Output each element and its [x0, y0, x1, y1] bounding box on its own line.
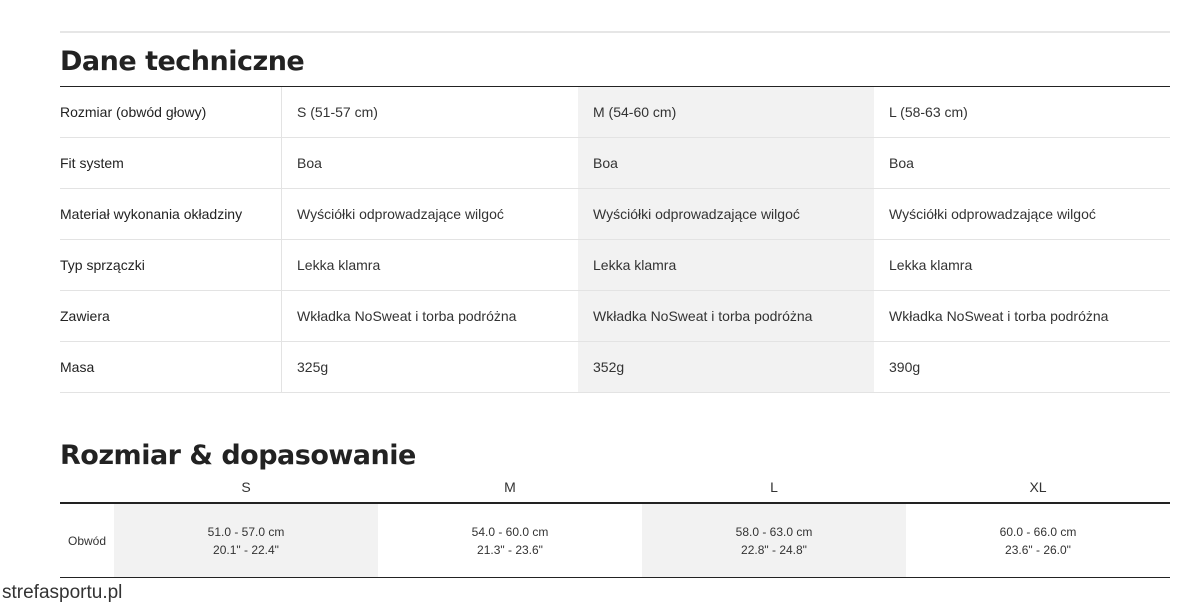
spec-label-text: Rozmiar (obwód głowy) [60, 104, 207, 120]
size-inch-value: 22.8" - 24.8" [741, 542, 807, 557]
top-divider [60, 31, 1170, 33]
size-inch-value: 21.3" - 23.6" [477, 542, 543, 557]
spec-value-l: Wkładka NoSweat i torba podróżna [889, 308, 1109, 324]
spec-label-text: Typ sprzączki [60, 257, 145, 273]
size-column-header: L [770, 479, 778, 495]
spec-value-m: Wkładka NoSweat i torba podróżna [578, 291, 874, 341]
size-cm-value: 51.0 - 57.0 cm [207, 524, 285, 539]
spec-label-text: Materiał wykonania okładziny [60, 206, 243, 222]
size-cell-m [378, 504, 642, 577]
size-inch-value: 20.1" - 22.4" [213, 542, 279, 557]
table-row [60, 240, 1170, 291]
size-cell-l [642, 504, 906, 577]
spec-label-text: Zawiera [60, 308, 110, 324]
spec-table [60, 86, 1170, 393]
size-cell-s [114, 504, 378, 577]
size-cm-value: 54.0 - 60.0 cm [471, 524, 549, 539]
spec-value-m: Lekka klamra [578, 240, 874, 290]
spec-value-m: M (54-60 cm) [578, 87, 874, 137]
table-row [60, 342, 1170, 393]
spec-value-m: Boa [578, 138, 874, 188]
table-row [60, 189, 1170, 240]
size-column-header: XL [1029, 479, 1047, 495]
spec-value-s: Wkładka NoSweat i torba podróżna [297, 308, 517, 324]
spec-value-s: Wyściółki odprowadzające wilgoć [297, 206, 504, 222]
spec-row-label [60, 138, 282, 188]
spec-value-m: Wyściółki odprowadzające wilgoć [578, 189, 874, 239]
table-row [60, 87, 1170, 138]
size-column-header: S [241, 479, 251, 495]
size-row-label: Obwód [67, 533, 107, 548]
spec-value-l: Boa [889, 155, 914, 171]
spec-value-l: Wyściółki odprowadzające wilgoć [889, 206, 1096, 222]
size-section-title: Rozmiar & dopasowanie [60, 440, 416, 471]
spec-row-label [60, 342, 282, 392]
spec-value-l: L (58-63 cm) [889, 104, 968, 120]
spec-value-l: 390g [889, 359, 921, 375]
size-cell-xl [906, 504, 1170, 577]
spec-value-s: Boa [297, 155, 322, 171]
table-row [60, 291, 1170, 342]
size-cm-value: 60.0 - 66.0 cm [999, 524, 1077, 539]
spec-row-label [60, 189, 282, 239]
table-row [60, 138, 1170, 189]
spec-value-s: Lekka klamra [297, 257, 381, 273]
spec-row-label [60, 87, 282, 137]
spec-row-label [60, 240, 282, 290]
size-column-header: M [504, 479, 516, 495]
size-bottom-divider [60, 577, 1170, 578]
spec-section-title: Dane techniczne [60, 46, 305, 77]
size-cm-value: 58.0 - 63.0 cm [735, 524, 813, 539]
spec-value-l: Lekka klamra [889, 257, 973, 273]
spec-value-s: S (51-57 cm) [297, 104, 378, 120]
size-table-row [60, 504, 1170, 577]
size-table-header [114, 478, 1171, 500]
watermark-text: strefasportu.pl [2, 582, 123, 603]
spec-value-m: 352g [578, 342, 874, 392]
spec-label-text: Fit system [60, 155, 124, 171]
size-inch-value: 23.6" - 26.0" [1005, 542, 1071, 557]
spec-value-s: 325g [297, 359, 329, 375]
spec-label-text: Masa [60, 359, 95, 375]
spec-row-label [60, 291, 282, 341]
